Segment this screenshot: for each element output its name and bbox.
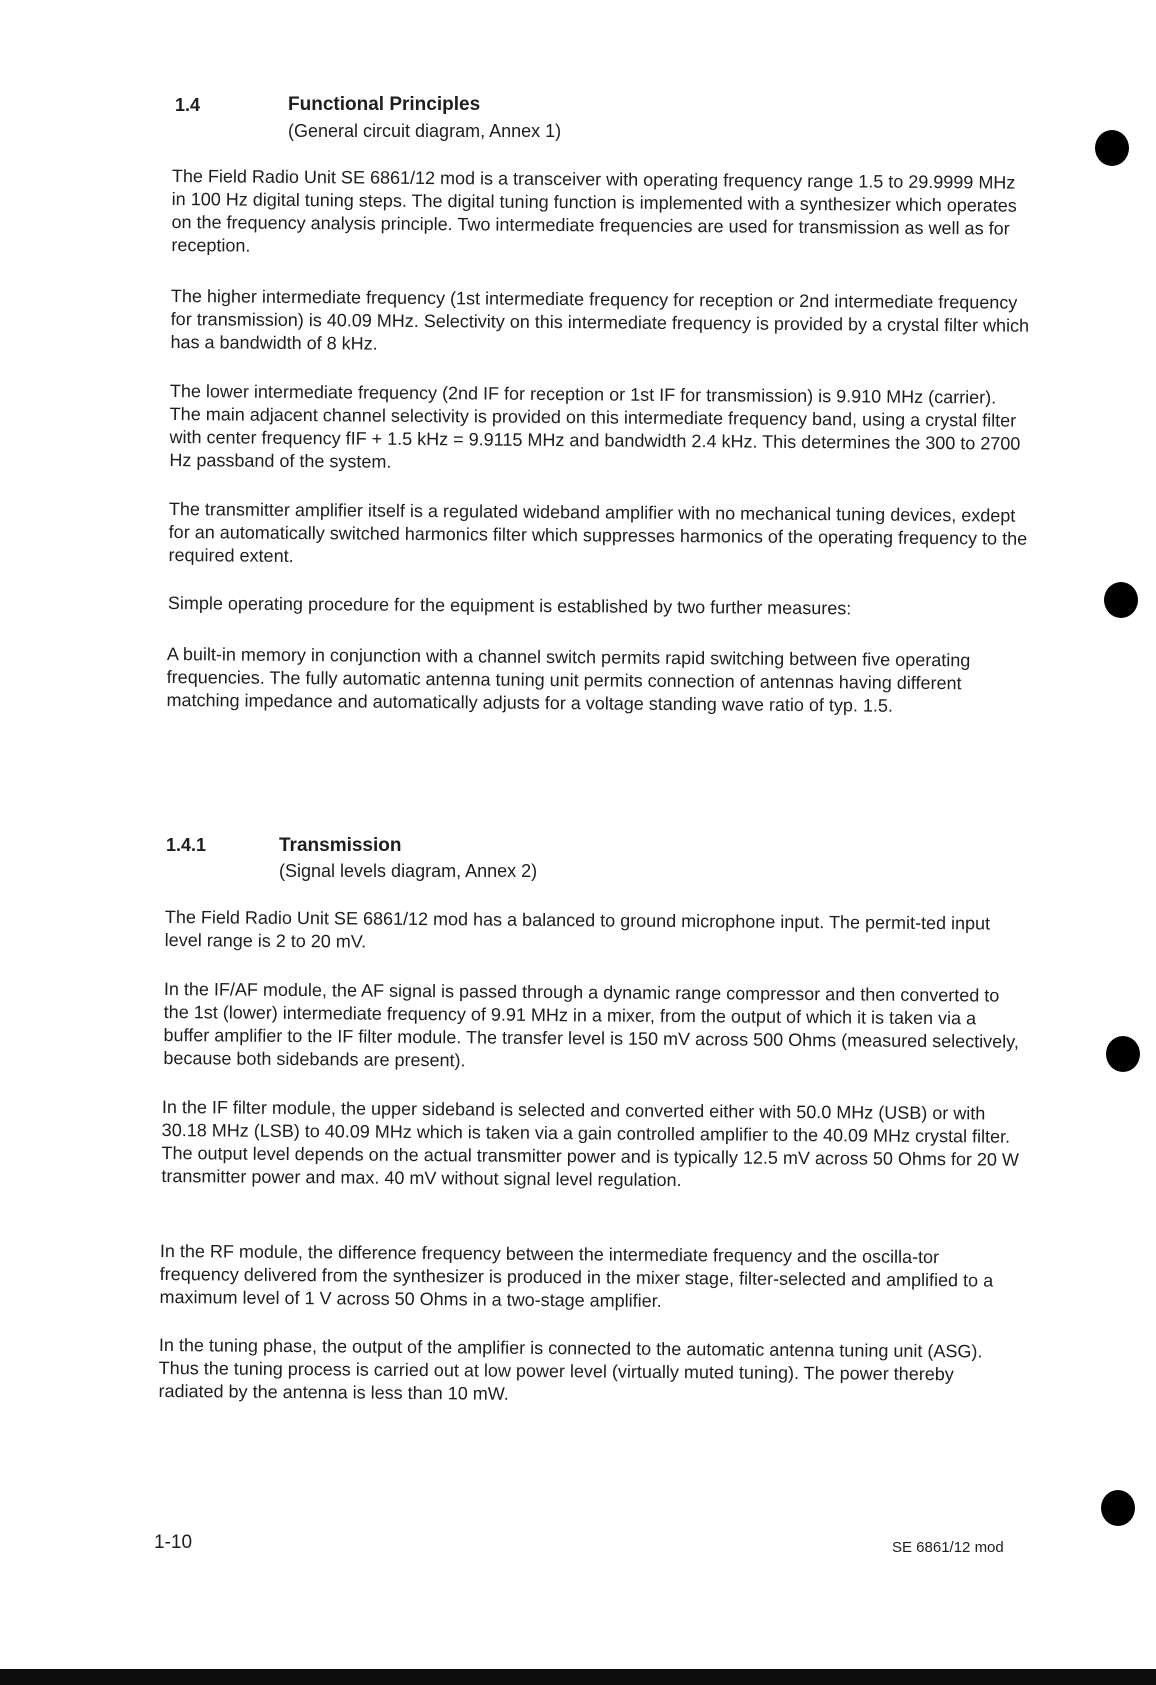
paragraph-2: The higher intermediate frequency (1st intermediate frequency for reception or 2nd intermediate frequency for transmission) is 40.09 MHz. Selectivity on this intermediate frequency is provided by a crystal filter which has a bandwidth of 8 kHz. <box>170 285 1030 354</box>
paragraph-11: In the tuning phase, the output of the amplifier is connected to the automatic antenna tuning unit (ASG). Thus the tuning process is carried out at low power level (virtually muted tuning). The power thereby radiated by the antenna is less than 10 mW. <box>158 1335 983 1404</box>
paragraph-3 <box>169 380 1030 479</box>
section-title: Transmission <box>279 835 402 856</box>
page-number: 1-10 <box>154 1532 193 1553</box>
document-id: SE 6861/12 mod <box>892 1539 1004 1556</box>
paragraph-10: In the RF module, the difference frequency between the intermediate frequency and the oscilla-tor frequency delivered from the synthesizer is produced in the mixer stage, filter-selected and amplified to a maximum level of 1 V across 50 Ohms in a two-stage amplifier. <box>159 1241 994 1311</box>
paragraph-9: In the IF filter module, the upper sideband is selected and converted either with 50.0 MHz (USB) or with 30.18 MHz (LSB) to 40.09 MHz which is taken via a gain controlled amplifier to the 40.09 MHz crystal filter. The output level depends on the actual transmitter power and is typically 12.5 mV across 50 Ohms for 20 W transmitter power and max. 40 mV without signal level regulation. <box>161 1097 1020 1191</box>
punch-hole-3 <box>1106 1036 1140 1072</box>
paragraph-4: The transmitter amplifier itself is a regulated wideband amplifier with no mechanical tuning devices, exdept for an automatically switched harmonics filter which suppresses harmonics of the operating frequency to the required extent. <box>168 498 1028 566</box>
paragraph-8: In the IF/AF module, the AF signal is passed through a dynamic range compressor and then converted to the 1st (lower) intermediate frequency of 9.91 MHz in a mixer, from the output of which it is taken via a buffer amplifier to the IF filter module. The transfer level is 150 mV across 500 Ohms (measured selectively, because both sidebands are present). <box>163 978 1019 1071</box>
scan-edge-bar <box>0 1669 1156 1685</box>
section-subtitle: (General circuit diagram, Annex 1) <box>288 121 562 141</box>
paragraph-7: The Field Radio Unit SE 6861/12 mod has a balanced to ground microphone input. The permit-ted input level range is 2 to 20 mV. <box>164 906 991 952</box>
section-number: 1.4.1 <box>166 835 207 855</box>
section-number: 1.4 <box>175 95 201 115</box>
section-title: Functional Principles <box>288 94 481 115</box>
paragraph-6: A built-in memory in conjunction with a channel switch permits rapid switching between five operating frequencies. The fully automatic antenna tuning unit permits connection of antennas having different matching impedance and automatically adjusts for a voltage standing wave ratio of typ. 1.5. <box>166 643 971 716</box>
punch-hole-1 <box>1095 130 1129 166</box>
punch-hole-2 <box>1104 582 1138 618</box>
paragraph-1: The Field Radio Unit SE 6861/12 mod is a transceiver with operating frequency range 1.5 to 29.9999 MHz in 100 Hz digital tuning steps. The digital tuning function is implemented with a synthesizer which operates on the frequency analysis principle. Two intermediate frequencies are used for transmission as well as for reception. <box>171 165 1017 256</box>
paragraph-5: Simple operating procedure for the equipment is established by two further measures: <box>167 592 852 619</box>
paragraph-3-text: The lower intermediate frequency (2nd IF for reception or 1st IF for transmission) is 9.910 MHz (carrier). The main adjacent channel selectivity is provided on this intermediate frequency band, using a crystal filter with center frequency fIF + 1.5 kHz = 9.9115 MHz and bandwidth 2.4 kHz. This determines the 300 to 2700 Hz passband of the system. <box>169 380 1021 472</box>
punch-hole-4 <box>1101 1490 1135 1526</box>
section-subtitle: (Signal levels diagram, Annex 2) <box>279 861 538 881</box>
